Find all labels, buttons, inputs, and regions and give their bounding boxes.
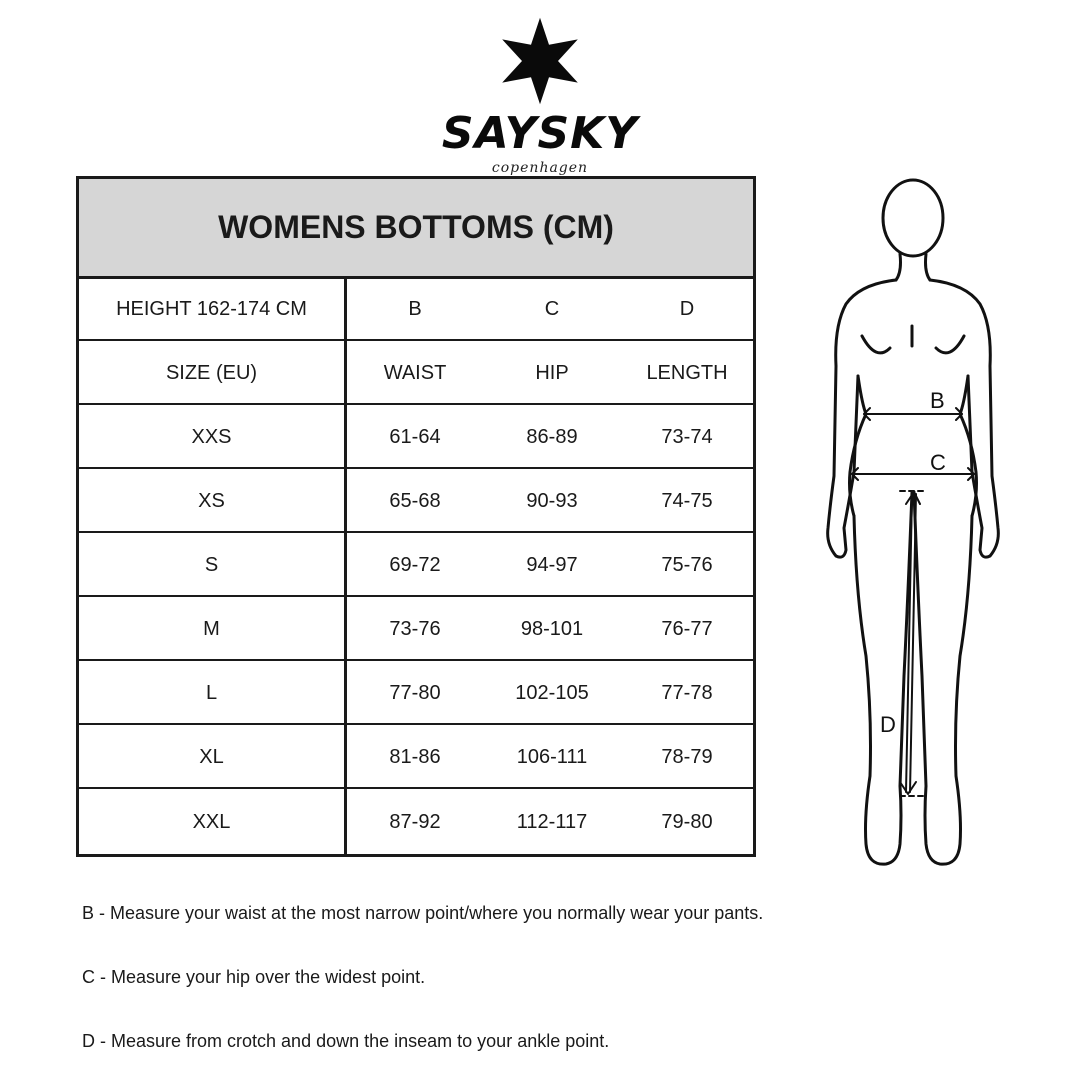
table-row: [79, 791, 753, 854]
table-row: [79, 407, 753, 469]
hip-cell: 102-105: [515, 681, 589, 704]
waist-cell: 73-76: [389, 617, 441, 640]
column-divider: [344, 279, 347, 854]
header-cell: WAIST: [383, 361, 447, 384]
hip-cell: 98-101: [520, 617, 584, 640]
size-cell: XL: [199, 745, 224, 768]
table-row: [79, 471, 753, 533]
length-cell: 77-78: [661, 681, 713, 704]
table-header-row: [79, 279, 753, 341]
size-cell: S: [204, 553, 219, 576]
header-cell: C: [544, 297, 560, 320]
size-cell: XS: [198, 489, 225, 512]
body-outline: [828, 180, 999, 864]
size-cell: XXL: [192, 811, 231, 833]
header-cell: LENGTH: [646, 361, 728, 384]
header-cell: D: [679, 297, 695, 320]
length-cell: 75-76: [661, 553, 713, 576]
note-length: D - Measure from crotch and down the inseam to your ankle point.: [82, 1031, 610, 1051]
waist-cell: 81-86: [389, 745, 441, 768]
brand-logo: [400, 12, 680, 182]
label-d: D: [880, 712, 896, 737]
waist-cell: 87-92: [389, 811, 441, 833]
hip-cell: 86-89: [526, 425, 578, 448]
brand-name: SAYSKY: [441, 108, 639, 159]
size-cell: M: [203, 617, 220, 640]
hip-cell: 90-93: [526, 489, 578, 512]
hip-cell: 106-111: [516, 745, 588, 768]
table-row: [79, 599, 753, 661]
header-cell: HIP: [535, 361, 569, 384]
star-logo-icon: [493, 16, 587, 106]
size-table: [76, 176, 756, 857]
brand-tagline: copenhagen: [491, 160, 589, 176]
size-cell: L: [205, 681, 218, 704]
table-row: [79, 727, 753, 789]
header-cell: SIZE (EU): [165, 361, 258, 384]
body-measurement-figure: [820, 176, 1010, 876]
note-hip: C - Measure your hip over the widest point.: [82, 967, 426, 987]
length-cell: 73-74: [661, 425, 713, 448]
hip-cell: 94-97: [526, 553, 578, 576]
waist-cell: 69-72: [389, 553, 441, 576]
table-row: [79, 535, 753, 597]
waist-cell: 77-80: [389, 681, 441, 704]
table-row: [79, 663, 753, 725]
size-cell: XXS: [191, 425, 232, 448]
waist-cell: 65-68: [389, 489, 441, 512]
length-cell: 76-77: [661, 617, 713, 640]
hip-cell: 112-117: [516, 811, 588, 833]
table-header-row: [79, 343, 753, 405]
table-title: WOMENS BOTTOMS (CM): [79, 179, 753, 279]
label-c: C: [930, 450, 946, 475]
header-cell: B: [408, 297, 422, 320]
length-cell: 78-79: [661, 745, 713, 768]
length-cell: 79-80: [661, 811, 713, 833]
note-waist: B - Measure your waist at the most narrow point/where you normally wear your pants.: [82, 903, 764, 923]
header-cell: HEIGHT 162-174 CM: [116, 297, 307, 320]
waist-cell: 61-64: [389, 425, 441, 448]
length-cell: 74-75: [661, 489, 713, 512]
label-b: B: [930, 388, 945, 413]
